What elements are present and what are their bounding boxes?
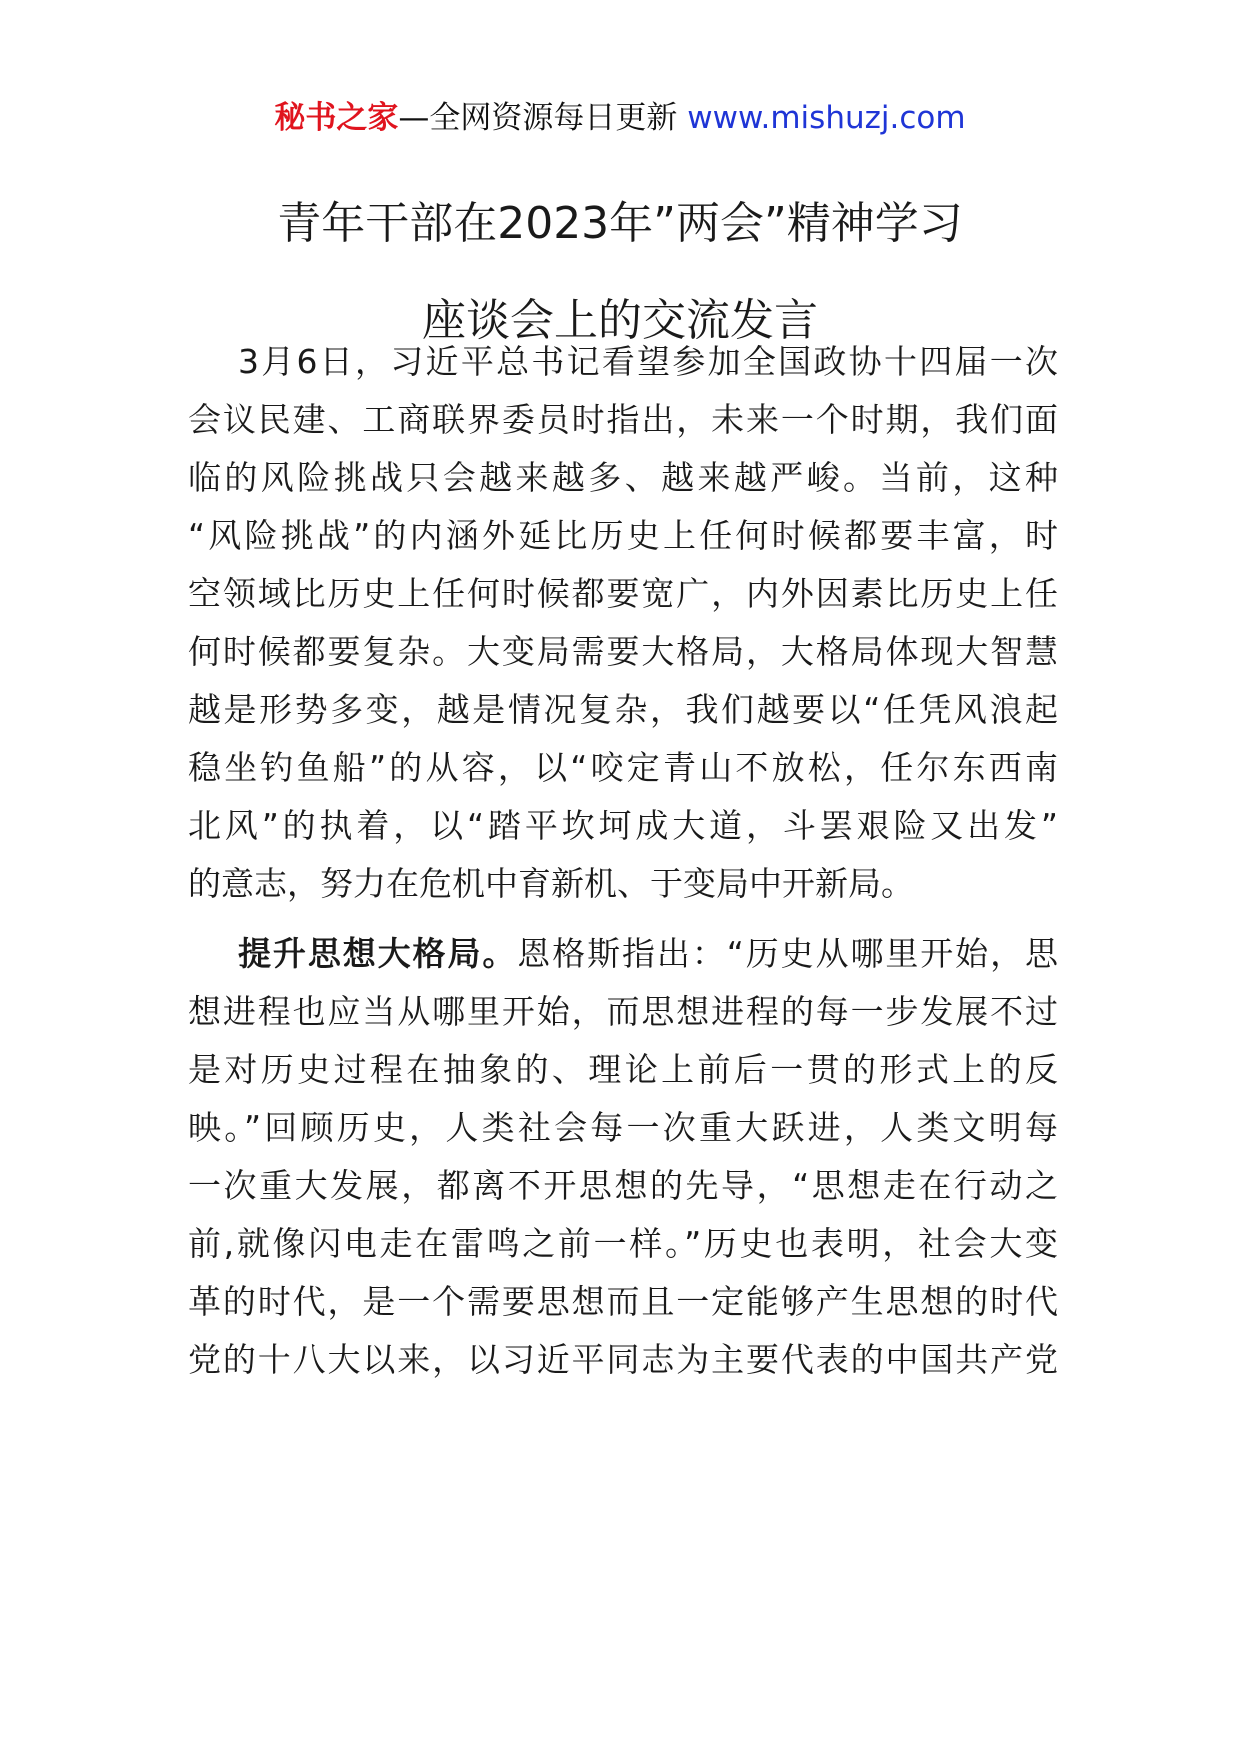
paragraph-line: “风险挑战”的内涵外延比历史上任何时候都要丰富，时 bbox=[188, 516, 1058, 555]
brand-name: 秘书之家 bbox=[274, 100, 399, 136]
paragraph-line: 空领域比历史上任何时候都要宽广，内外因素比历史上任 bbox=[188, 574, 1058, 613]
paragraph-line: 映。”回顾历史，人类社会每一次重大跃进，人类文明每 bbox=[188, 1108, 1058, 1147]
paragraph-line: 是对历史过程在抽象的、理论上前后一贯的形式上的反 bbox=[188, 1050, 1058, 1089]
site-url[interactable]: www.mishuzj.com bbox=[687, 100, 966, 136]
paragraph-line: 一次重大发展，都离不开思想的先导，“思想走在行动之 bbox=[188, 1166, 1058, 1205]
paragraph-line: 革的时代，是一个需要思想而且一定能够产生思想的时代 bbox=[188, 1282, 1058, 1321]
paragraph-line: 前,就像闪电走在雷鸣之前一样。”历史也表明，社会大变 bbox=[188, 1224, 1058, 1263]
section-heading: 提升思想大格局。 bbox=[238, 934, 518, 973]
site-header bbox=[0, 98, 1240, 138]
paragraph-line: 稳坐钓鱼船”的从容，以“咬定青山不放松，任尔东西南 bbox=[188, 748, 1058, 787]
paragraph-line-rest: 恩格斯指出：“历史从哪里开始，思 bbox=[517, 934, 1059, 973]
paragraph-line: 3月6日，习近平总书记看望参加全国政协十四届一次 bbox=[238, 342, 1058, 381]
document-title-line-2: 座谈会上的交流发言 bbox=[422, 295, 818, 346]
site-tagline: —全网资源每日更新 bbox=[398, 100, 678, 136]
paragraph-line: 党的十八大以来，以习近平同志为主要代表的中国共产党 bbox=[188, 1340, 1058, 1379]
paragraph-line: 临的风险挑战只会越来越多、越来越严峻。当前，这种 bbox=[188, 458, 1058, 497]
paragraph-line: 何时候都要复杂。大变局需要大格局，大格局体现大智慧 bbox=[188, 632, 1058, 671]
paragraph-line: 北风”的执着，以“踏平坎坷成大道，斗罢艰险又出发” bbox=[188, 806, 1058, 845]
paragraph-line: 的意志，努力在危机中育新机、于变局中开新局。 bbox=[188, 864, 914, 903]
paragraph-line: 越是形势多变，越是情况复杂，我们越要以“任凭风浪起 bbox=[188, 690, 1058, 729]
paragraph-line: 想进程也应当从哪里开始，而思想进程的每一步发展不过 bbox=[188, 992, 1058, 1031]
paragraph-line: 会议民建、工商联界委员时指出，未来一个时期，我们面 bbox=[188, 400, 1058, 439]
paragraph-first-line bbox=[238, 929, 1058, 979]
document-title-line-1: 青年干部在2023年”两会”精神学习 bbox=[277, 198, 963, 249]
